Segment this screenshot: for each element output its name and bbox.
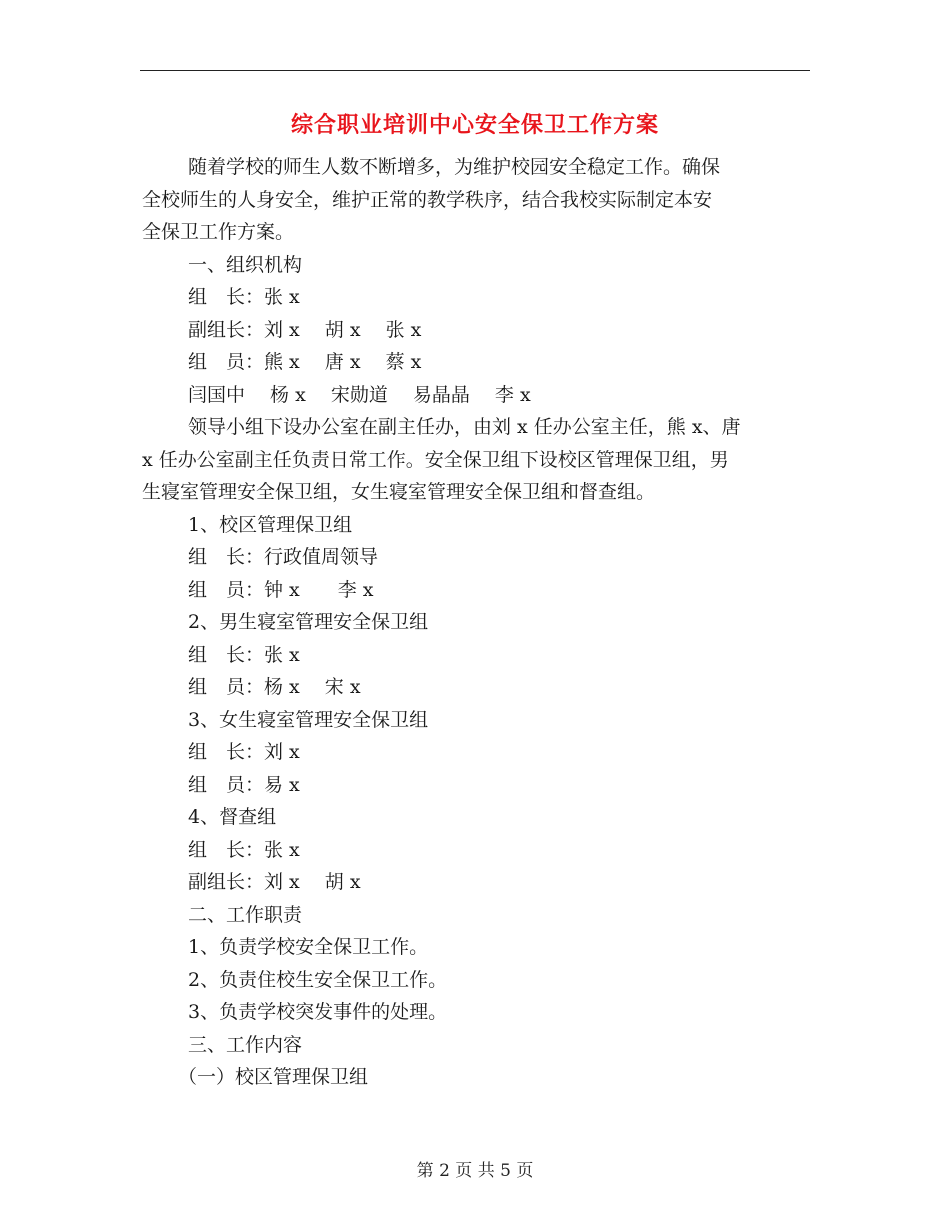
section-heading: 二、工作职责 [188,904,303,926]
paragraph-line: 领导小组下设办公室在副主任办，由刘 x 任办公室主任，熊 x、唐 [188,416,741,438]
list-item: 2、负责住校生安全保卫工作。 [188,969,448,991]
list-item: 组 员：杨 x 宋 x [188,676,361,698]
document-title: 综合职业培训中心安全保卫工作方案 [290,112,659,138]
paragraph-line: 全校师生的人身安全，维护正常的教学秩序，结合我校实际制定本安 [142,189,713,211]
paragraph-line: x 任办公室副主任负责日常工作。安全保卫组下设校区管理保卫组，男 [142,449,729,471]
list-item: 组 长：张 x [188,839,300,861]
section-heading: 3、女生寝室管理安全保卫组 [188,709,429,731]
list-item: 组 长：张 x [188,286,300,308]
section-heading: 1、校区管理保卫组 [188,514,353,536]
list-item: 闫国中 杨 x 宋勋道 易晶晶 李 x [188,384,531,406]
paragraph-line: 全保卫工作方案。 [142,221,295,243]
page-number: 第 2 页 共 5 页 [416,1161,534,1181]
list-item: 副组长：刘 x 胡 x 张 x [188,319,422,341]
header-rule [140,70,810,71]
paragraph-line: 生寝室管理安全保卫组，女生寝室管理安全保卫组和督查组。 [142,481,656,503]
section-heading: 2、男生寝室管理安全保卫组 [188,611,429,633]
list-item: 3、负责学校突发事件的处理。 [188,1001,448,1023]
section-heading: 一、组织机构 [188,254,303,276]
list-item: 副组长：刘 x 胡 x [188,871,361,893]
section-heading: 三、工作内容 [188,1034,303,1056]
list-item: 组 员：易 x [188,774,300,796]
section-heading: （一）校区管理保卫组 [178,1066,369,1088]
paragraph-line: 随着学校的师生人数不断增多，为维护校园安全稳定工作。确保 [188,156,721,178]
list-item: 1、负责学校安全保卫工作。 [188,936,429,958]
list-item: 组 长：行政值周领导 [188,546,379,568]
list-item: 组 长：刘 x [188,741,300,763]
list-item: 组 员：钟 x 李 x [188,579,374,601]
list-item: 组 长：张 x [188,644,300,666]
section-heading: 4、督查组 [188,806,277,828]
list-item: 组 员：熊 x 唐 x 蔡 x [188,351,422,373]
